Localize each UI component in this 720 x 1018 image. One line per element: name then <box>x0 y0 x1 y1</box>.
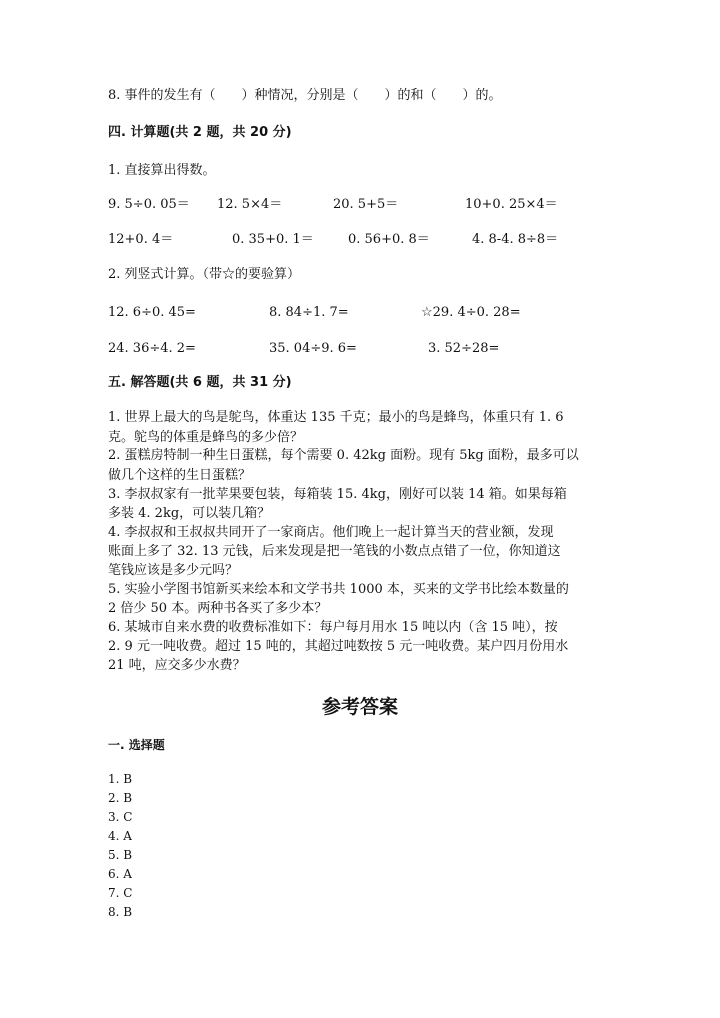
calc-item: 20. 5+5＝ <box>333 197 399 212</box>
answer-item: 1. B <box>108 772 133 786</box>
answer-item: 2. B <box>108 791 133 805</box>
answer-item: 8. B <box>108 905 133 919</box>
word-problem-line: 笔钱应该是多少元吗？ <box>108 563 239 578</box>
word-problem-line: 2. 蛋糕房特制一种生日蛋糕，每个需要 0. 42kg 面粉。现有 5kg 面粉，最多可以 <box>108 448 579 463</box>
calc-item: 8. 84÷1. 7= <box>269 305 349 320</box>
word-problem-line: 做几个这样的生日蛋糕？ <box>108 468 252 483</box>
calc-item: 10+0. 25×4＝ <box>465 197 558 212</box>
calc-item: 24. 36÷4. 2= <box>108 341 196 356</box>
answer-item: 7. C <box>108 886 133 900</box>
word-problem-line: 2 倍少 50 本。两种书各买了多少本？ <box>108 601 328 616</box>
answer-item: 6. A <box>108 867 132 881</box>
calc-item: 4. 8-4. 8÷8＝ <box>472 232 559 247</box>
calc-item: 3. 52÷28= <box>428 341 500 356</box>
answer-item: 5. B <box>108 848 133 862</box>
word-problem-line: 4. 李叔叔和王叔叔共同开了一家商店。他们晚上一起计算当天的营业额，发现 <box>108 525 554 540</box>
word-problem-line: 21 吨，应交多少水费？ <box>108 658 246 673</box>
word-problem-line: 多装 4. 2kg，可以装几箱？ <box>108 506 271 521</box>
answer-key-title: 参考答案 <box>321 696 398 718</box>
calc-q1-title: 1. 直接算出得数。 <box>108 163 216 178</box>
word-problem-line: 2. 9 元一吨收费。超过 15 吨的，其超过吨数按 5 元一吨收费。某户四月份用水 <box>108 639 569 654</box>
calc-q2-title: 2. 列竖式计算。（带☆的要验算） <box>108 267 301 282</box>
word-problem-line: 5. 实验小学图书馆新买来绘本和文学书共 1000 本，买来的文学书比绘本数量的 <box>108 582 569 597</box>
word-problem-line: 6. 某城市自来水费的收费标准如下：每户每月用水 15 吨以内（含 15 吨），按 <box>108 620 558 635</box>
calc-item: 12. 6÷0. 45= <box>108 305 196 320</box>
calc-item: 0. 56+0. 8＝ <box>348 232 430 247</box>
calc-item: 12+0. 4＝ <box>108 232 174 247</box>
calc-item: 0. 35+0. 1＝ <box>232 232 314 247</box>
section-5-heading: 五. 解答题(共 6 题，共 31 分) <box>108 375 292 390</box>
word-problem-line: 账面上多了 32. 13 元钱，后来发现是把一笔钱的小数点点错了一位，你知道这 <box>108 544 561 559</box>
calc-item: 9. 5÷0. 05＝ <box>108 197 190 212</box>
answer-section-1-heading: 一. 选择题 <box>108 738 165 752</box>
word-problem-line: 3. 李叔叔家有一批苹果要包装，每箱装 15. 4kg，刚好可以装 14 箱。如果每箱 <box>108 487 567 502</box>
calc-item: 35. 04÷9. 6= <box>269 341 357 356</box>
word-problem-line: 1. 世界上最大的鸟是鸵鸟，体重达 135 千克；最小的鸟是蜂鸟，体重只有 1. 6 <box>108 410 564 425</box>
calc-item: 12. 5×4＝ <box>217 197 283 212</box>
question-8: 8. 事件的发生有（ ）种情况，分别是（ ）的和（ ）的。 <box>108 88 502 103</box>
word-problem-line: 克。鸵鸟的体重是蜂鸟的多少倍？ <box>108 430 304 445</box>
calc-item: ☆29. 4÷0. 28= <box>421 305 521 320</box>
answer-item: 4. A <box>108 829 132 843</box>
section-4-heading: 四. 计算题(共 2 题，共 20 分) <box>108 125 292 140</box>
answer-item: 3. C <box>108 810 133 824</box>
